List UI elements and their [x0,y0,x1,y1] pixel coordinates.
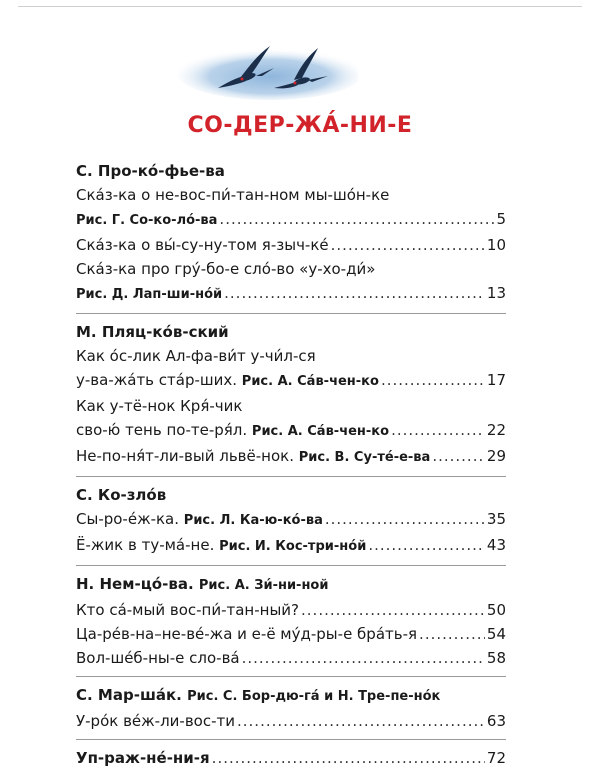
dot-leader [368,533,485,557]
dot-leader [224,281,485,305]
entry-title: Сы-ро-е́ж-ка. [76,510,180,528]
table-of-contents [76,159,506,782]
entry-title: сво-ю́ тень по-те-ря́л. [76,421,248,439]
entry-title: Не-по-ня́т-ли-вый львё-нок. [76,447,294,465]
entry-title: Кто са́-мый вос-пи́-тан-ный? [76,601,300,619]
entry-title: Вол-ше́б-ны-е сло-ва́ [76,649,240,667]
dot-leader [391,418,485,442]
illustrator-credit: Рис. В. Су-те́-е-ва [298,450,431,465]
entry-title: Ска́з-ка о вы́-су-ну-том я-зыч-ке́ [76,236,329,254]
entry-title-line: Как у-тё-нок Кря́-чик [76,397,243,415]
dot-leader [242,646,485,670]
entry-title-line: Ска́з-ка о не-вос-пи́-тан-ном мы-шо́н-ке [76,186,390,204]
dot-leader [301,598,485,622]
illustrator-credit: Рис. Л. Ка-ю-ко́-ва [183,513,323,528]
author-heading [76,572,506,598]
illustrator-credit: Рис. С. Бор-дю-га́ и Н. Тре-пе-но́к [187,689,441,704]
toc-section [76,320,506,477]
page-number: 22 [486,421,506,439]
dot-leader [432,444,485,468]
toc-entry[interactable] [76,368,506,394]
toc-section [76,159,506,314]
page-number: 54 [486,625,506,643]
author-name: С. Мар-ша́к. [76,686,182,704]
illustrator-credit: Рис. Д. Лап-ши-но́й [76,287,223,302]
page-number: 63 [486,712,506,730]
entry-title: Ца-ре́в-на–не-ве́-жа и е-ё му́д-ры-е бра́ть-я [76,625,418,643]
page-number: 58 [486,649,506,667]
toc-entry[interactable] [76,207,506,233]
page-number: 43 [486,536,506,554]
author-heading [76,683,506,709]
entry-title: Ё-жик в ту-ма́-не. [76,536,215,554]
page-title: СО-ДЕР-ЖА́-НИ-Е [187,113,413,138]
dot-leader [331,233,485,257]
page-number: 29 [486,447,506,465]
toc-section [76,683,506,740]
page-number: 17 [486,371,506,389]
author-name: Н. Нем-цо́-ва. [76,575,194,593]
toc-entry[interactable] [76,533,506,559]
toc-section [76,572,506,677]
toc-entry[interactable] [76,444,506,470]
swallows-illustration [178,38,358,100]
toc-section [76,746,506,776]
toc-entry[interactable] [76,418,506,444]
entry-title-line: Как о́с-лик Ал-фа-ви́т у-чи́л-ся [76,347,316,365]
page-number: 50 [486,601,506,619]
dot-leader [325,507,485,531]
toc-entry[interactable] [76,622,506,646]
page-number: 35 [486,510,506,528]
page-number: 72 [486,749,506,767]
toc-entry[interactable] [76,281,506,307]
illustrator-credit: Рис. А. Са́в-чен-ко [241,374,379,389]
dot-leader [219,207,494,231]
page-number: 10 [486,236,506,254]
author-name: М. Пляц-ко́в-ский [76,323,229,341]
illustrator-credit: Рис. И. Кос-три-но́й [219,539,367,554]
page-number: 5 [496,210,506,228]
author-name: С. Ко-зло́в [76,486,167,504]
illustrator-credit: Рис. А. Са́в-чен-ко [251,424,390,439]
page-top-border [18,6,582,7]
toc-entry[interactable] [76,709,506,733]
author-name: С. Про-ко́-фье-ва [76,162,225,180]
dot-leader [419,622,485,646]
dot-leader [237,709,485,733]
toc-entry[interactable] [76,233,506,257]
entry-title-line: Ска́з-ка про гру́-бо-е сло́-во «у-хо-ди́» [76,260,376,278]
sky-patch [178,48,358,100]
dot-leader [381,368,485,392]
entry-title: Уп-раж-не́-ни-я [76,749,210,767]
entry-title: У-ро́к ве́ж-ли-вос-ти [76,712,235,730]
entry-title: у-ва-жа́ть ста́р-ших. [76,371,238,389]
toc-section [76,483,506,566]
illustrator-credit: Рис. А. Зи́-ни-ной [198,578,329,593]
page-number: 13 [486,284,506,302]
toc-entry[interactable] [76,646,506,670]
toc-entry[interactable] [76,598,506,622]
toc-entry[interactable] [76,507,506,533]
illustrator-credit: Рис. Г. Со-ко-ло́-ва [76,213,218,228]
